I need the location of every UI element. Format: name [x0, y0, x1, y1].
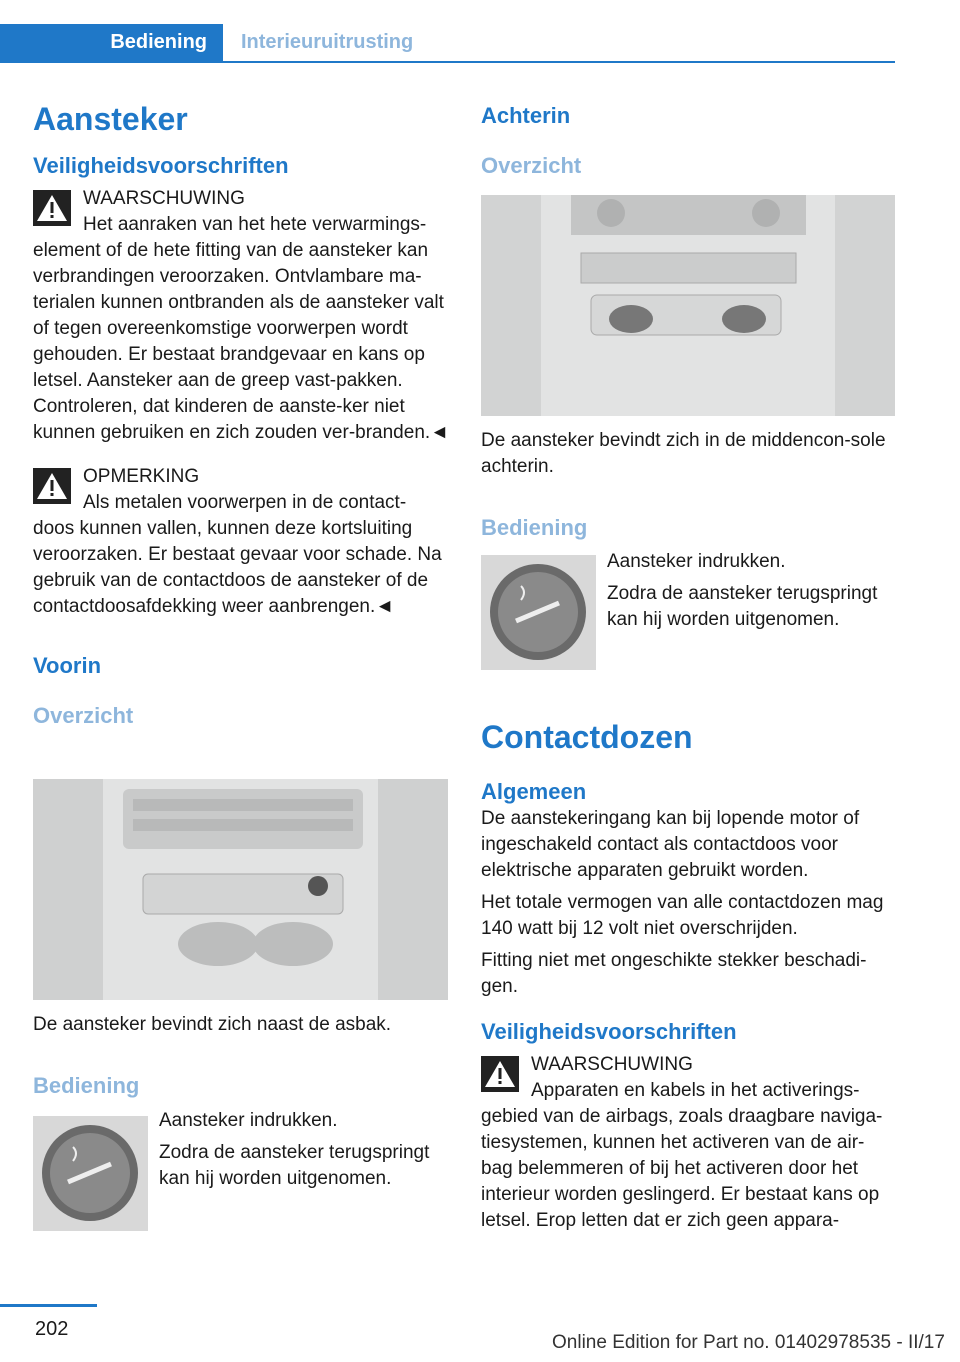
front-console-photo: [33, 779, 448, 1000]
tab-interieuruitrusting[interactable]: Interieuruitrusting: [241, 31, 414, 53]
rear-console-photo: [481, 195, 895, 416]
right-operation-text: [607, 549, 897, 633]
general-para-1: De aanstekeringang kan bij lopende motor of ingeschakeld contact als contactdoos voor elektrische apparaten gebruikt worden.: [481, 808, 860, 881]
warning-line1-right: Apparaten en kabels in het activerings-: [531, 1080, 860, 1101]
left-operation-text: [159, 1108, 449, 1192]
heading-overzicht: Overzicht: [33, 703, 134, 728]
left-column: [33, 100, 449, 730]
general-para-2: Het totale vermogen van alle contactdozen mag 140 watt bij 12 volt niet overschrijden.: [481, 892, 884, 939]
warning-block-right: [481, 1052, 895, 1234]
warning-triangle-icon: [481, 1056, 519, 1092]
front-caption: De aansteker bevindt zich naast de asbak.: [33, 1014, 392, 1035]
caution-triangle-icon: [33, 468, 71, 504]
left-column-lower: [33, 1012, 449, 1100]
heading-bediening-left: Bediening: [33, 1073, 140, 1098]
section-title-contactdozen: Contactdozen: [481, 719, 693, 755]
heading-safety: Veiligheidsvoorschriften: [33, 153, 289, 178]
lighter-button-image: [33, 1116, 148, 1231]
note-text: doos kunnen vallen, kunnen deze kortsluiting veroorzaken. Er bestaat gevaar voor schade. Na gebruik van de contactdoos de aansteker of de contactdoosafdekking weer aanbrengen.◄: [33, 518, 442, 617]
lighter-button-image-rear: [481, 555, 596, 670]
operation-line1-rear: Aansteker indrukken.: [607, 551, 786, 572]
warning-label: WAARSCHUWING: [83, 188, 245, 209]
warning-text-right: gebied van de airbags, zoals draagbare naviga-tiesystemen, kunnen het activeren van de air-bag belemmeren of bij het activeren door het interieur worden geslingerd. Er bestaat kans op letsel. Erop letten dat er zich geen appara-: [481, 1106, 883, 1231]
operation-line2: Zodra de aansteker terugspringt kan hij worden uitgenomen.: [159, 1142, 430, 1189]
header-divider: [0, 61, 895, 63]
right-column-mid: [481, 428, 895, 542]
heading-algemeen: Algemeen: [481, 779, 587, 804]
footer-divider: [0, 1304, 97, 1307]
note-block: [33, 464, 449, 620]
note-label: OPMERKING: [83, 466, 200, 487]
right-column-lower: [481, 718, 895, 1234]
warning-label-right: WAARSCHUWING: [531, 1054, 693, 1075]
edition-text: Online Edition for Part no. 01402978535 - II/17: [552, 1332, 945, 1353]
warning-text: element of de hete fitting van de aansteker kan verbrandingen veroorzaken. Ontvlambare ma-terialen kunnen ontbranden als de aansteker valt of tegen overeenkomstige voorwerpen wordt gehouden. Er bestaat brandgevaar en kans op letsel. Aansteker aan de greep vast-pakken. Controleren, dat kinderen de aanste-ker niet kunnen gebruiken en zich zouden ver-branden.◄: [33, 240, 449, 443]
heading-achterin: Achterin: [481, 103, 571, 128]
warning-block: [33, 186, 449, 446]
tab-bediening[interactable]: Bediening: [0, 24, 223, 61]
warning-line1: Het aanraken van het hete verwarmings-: [83, 214, 427, 235]
operation-line2-rear: Zodra de aansteker terugspringt kan hij worden uitgenomen.: [607, 583, 878, 630]
warning-triangle-icon: [33, 190, 71, 226]
rear-caption: De aansteker bevindt zich in de middencon-sole achterin.: [481, 430, 886, 477]
operation-line1: Aansteker indrukken.: [159, 1110, 338, 1131]
header-tabs: [0, 24, 895, 62]
heading-safety-right: Veiligheidsvoorschriften: [481, 1019, 737, 1044]
note-line1: Als metalen voorwerpen in de contact-: [83, 492, 407, 513]
section-title-aansteker: Aansteker: [33, 101, 188, 137]
heading-voorin: Voorin: [33, 653, 102, 678]
heading-bediening-right: Bediening: [481, 515, 588, 540]
right-column: [481, 102, 895, 180]
general-para-3: Fitting niet met ongeschikte stekker beschadi-gen.: [481, 950, 867, 997]
page-number: 202: [35, 1318, 69, 1340]
heading-overzicht-right: Overzicht: [481, 153, 582, 178]
